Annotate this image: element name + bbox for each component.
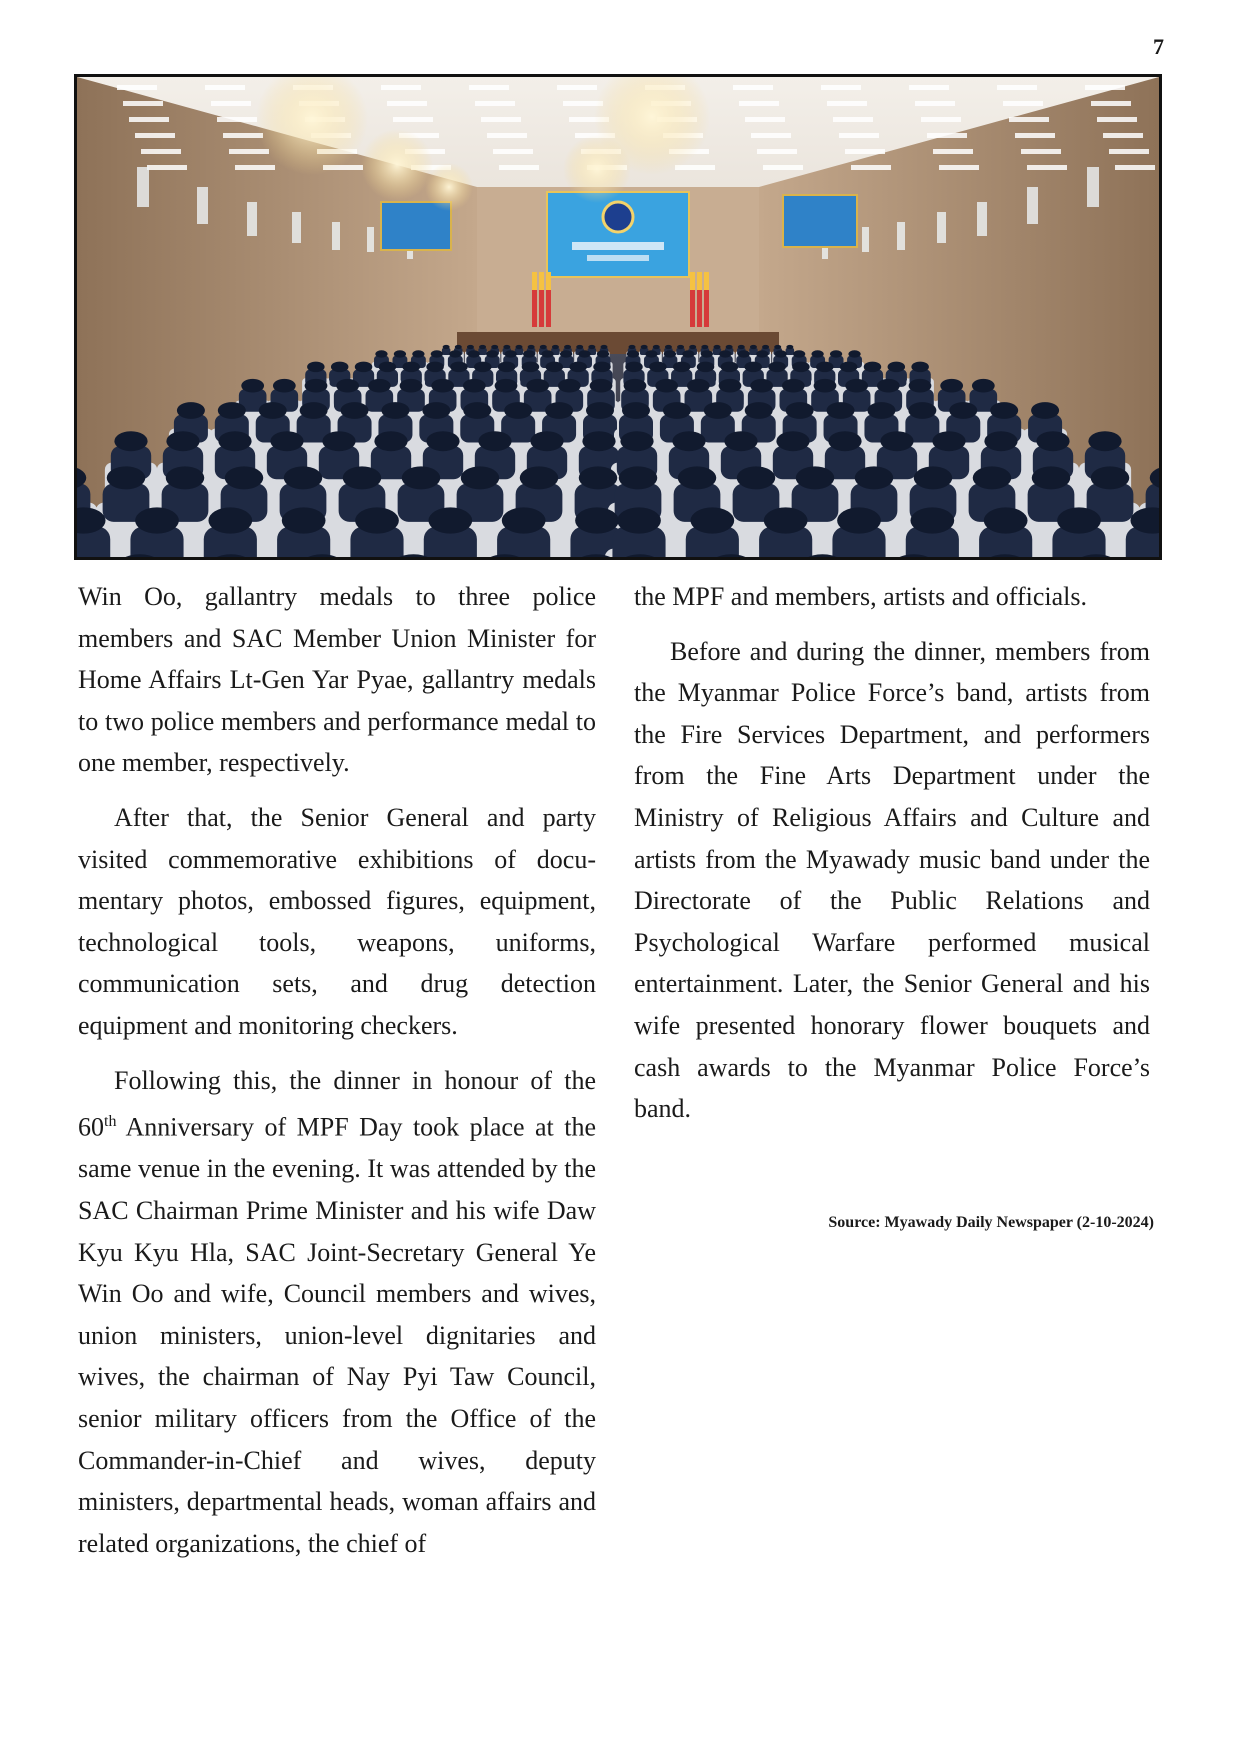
ceiling-light [833, 117, 873, 122]
screen-caption [587, 255, 649, 261]
peaked-cap [545, 402, 573, 419]
peaked-cap [848, 350, 860, 357]
peaked-cap [300, 402, 328, 419]
peaked-cap [649, 362, 667, 373]
peaked-cap [949, 402, 977, 419]
peaked-cap [368, 379, 391, 393]
peaked-cap [426, 431, 459, 451]
auditorium-illustration [77, 77, 1159, 557]
peaked-cap [530, 431, 563, 451]
peaked-cap [394, 350, 406, 357]
ceiling-light [229, 149, 269, 154]
paragraph: Before and during the dinner, members from the Myanmar Police Force’s band, artists from the Fire Services Department, and performers from the Fine Arts Department under the Ministry of Religious Affairs and Culture and artists from the Myawady music band under the Directorate of the Public Relations and Psychological Warfare performed musical entertainment. Later, the Senior General and his wife presented honorary flower bouquets and cash awards to the Myanmar Police Force’s band. [634, 636, 1150, 1124]
ceiling-light [1003, 101, 1043, 106]
ceiling-light [1115, 165, 1155, 170]
ceiling-light [1027, 165, 1067, 170]
ceiling-light [469, 85, 509, 90]
flag [539, 272, 544, 290]
peaked-cap [578, 350, 590, 357]
peaked-cap [461, 466, 500, 489]
peaked-cap [627, 350, 639, 357]
peaked-cap [450, 362, 468, 373]
peaked-cap [135, 507, 179, 533]
peaked-cap [468, 350, 480, 357]
peaked-cap [564, 345, 571, 349]
peaked-cap [284, 466, 323, 489]
peaked-cap [504, 402, 532, 419]
peaked-cap [678, 466, 717, 489]
peaked-cap [775, 350, 787, 357]
peaked-cap [840, 362, 858, 373]
peaked-cap [782, 379, 805, 393]
peaked-cap [721, 362, 739, 373]
peaked-cap [750, 379, 773, 393]
peaked-cap [828, 431, 861, 451]
ceiling-light [117, 85, 157, 90]
peaked-cap [463, 402, 491, 419]
peaked-cap [1091, 466, 1130, 489]
peaked-cap [426, 362, 444, 373]
peaked-cap [701, 350, 713, 357]
wall-window [197, 187, 208, 224]
peaked-cap [412, 350, 424, 357]
peaked-cap [282, 507, 326, 533]
peaked-cap [576, 345, 583, 349]
peaked-cap [972, 379, 995, 393]
peaked-cap [655, 379, 678, 393]
flag [690, 272, 695, 290]
peaked-cap [569, 362, 587, 373]
paragraph: After that, the Senior General and party visited commemorative exhibitions of documentary photos, embossed figures, equipment, technological tools, weapons, uniforms, communication sets, and drug detection equipment and monitoring checkers. [78, 802, 596, 1040]
ceiling-light [757, 149, 797, 154]
peaked-cap [522, 362, 540, 373]
peaked-cap [641, 345, 648, 349]
peaked-cap [786, 345, 793, 349]
peaked-cap [552, 345, 559, 349]
peaked-cap [208, 507, 252, 533]
peaked-cap [745, 402, 773, 419]
event-photo [74, 74, 1162, 560]
peaked-cap [402, 466, 441, 489]
peaked-cap [932, 431, 965, 451]
peaked-cap [697, 362, 715, 373]
peaked-cap [619, 466, 658, 489]
wall-window [137, 167, 149, 207]
peaked-cap [114, 431, 147, 451]
peaked-cap [845, 379, 868, 393]
peaked-cap [336, 379, 359, 393]
peaked-cap [546, 362, 564, 373]
wall-window [292, 212, 301, 243]
ceiling-light [1021, 149, 1061, 154]
peaked-cap [973, 466, 1012, 489]
peaked-cap [491, 345, 498, 349]
ceiling-light [393, 117, 433, 122]
wall-window [897, 222, 905, 250]
peaked-cap [624, 379, 647, 393]
peaked-cap [814, 379, 837, 393]
peaked-cap [601, 345, 608, 349]
ceiling-light [129, 117, 169, 122]
ceiling-light [499, 165, 539, 170]
peaked-cap [579, 466, 618, 489]
peaked-cap [663, 402, 691, 419]
peaked-cap [837, 507, 881, 533]
peaked-cap [479, 345, 486, 349]
peaked-cap [428, 507, 472, 533]
peaked-cap [645, 350, 657, 357]
peaked-cap [620, 431, 653, 451]
peaked-cap [629, 345, 636, 349]
peaked-cap [431, 379, 454, 393]
peaked-cap [816, 362, 834, 373]
dinner-paragraph: Following this, the dinner in honour of the 60th Anniversary of MPF Day took place at the same venue in the evening. It was attended by the SAC Chairman Prime Minister and his wife Daw Kyu Kyu Hla, SAC Joint-Secretary General Ye Win Oo and wife, Council members and wives, union ministers, union-level dignitaries and wives, the chairman of Nay Pyi Taw Council, senior military officers from the Office of the Commander-in-Chief and wives, deputy ministers, departmental heads, woman affairs and related organizations, the chief of [78, 1065, 596, 1558]
peaked-cap [724, 431, 757, 451]
peaked-cap [665, 345, 672, 349]
peaked-cap [984, 431, 1017, 451]
peaked-cap [586, 402, 614, 419]
peaked-cap [914, 466, 953, 489]
flag [704, 272, 709, 290]
peaked-cap [738, 350, 750, 357]
peaked-cap [704, 402, 732, 419]
ceiling-light [493, 149, 533, 154]
ceiling-light [381, 85, 421, 90]
wall-window [937, 212, 946, 243]
wall-window [1087, 167, 1099, 207]
ceiling-light [821, 85, 861, 90]
ordinal-suffix: th [104, 1113, 117, 1131]
ceiling-light [1015, 133, 1055, 138]
peaked-cap [877, 379, 900, 393]
ceiling-light [481, 117, 521, 122]
peaked-cap [689, 345, 696, 349]
ceiling-light [827, 101, 867, 106]
ceiling-light [235, 165, 275, 170]
peaked-cap [588, 345, 595, 349]
peaked-cap [523, 350, 535, 357]
chandelier [361, 129, 433, 201]
peaked-cap [166, 431, 199, 451]
peaked-cap [590, 379, 613, 393]
peaked-cap [796, 466, 835, 489]
ceiling-light [939, 165, 979, 170]
ceiling-light [997, 85, 1037, 90]
ceiling-light [223, 133, 263, 138]
peaked-cap [597, 350, 609, 357]
ceiling-light [387, 101, 427, 106]
peaked-cap [744, 362, 762, 373]
peaked-cap [664, 350, 676, 357]
chandelier [563, 135, 631, 203]
peaked-cap [756, 350, 768, 357]
ceiling-light [217, 117, 257, 122]
peaked-cap [431, 350, 443, 357]
source-credit: Source: Myawady Daily Newspaper (2-10-2024) [828, 1214, 1154, 1231]
peaked-cap [719, 379, 742, 393]
ceiling-light [147, 165, 187, 170]
ceiling-light [739, 101, 779, 106]
peaked-cap [827, 402, 855, 419]
peaked-cap [830, 350, 842, 357]
ceiling-light [1097, 117, 1137, 122]
peaked-cap [305, 379, 328, 393]
peaked-cap [474, 362, 492, 373]
peaked-cap [786, 402, 814, 419]
wall-window [862, 227, 869, 252]
peaked-cap [331, 362, 349, 373]
peaked-cap [341, 402, 369, 419]
ceiling-light [745, 117, 785, 122]
peaked-cap [990, 402, 1018, 419]
wall-window [1027, 187, 1038, 224]
right-column [634, 576, 1150, 1143]
peaked-cap [218, 431, 251, 451]
ceiling-light [211, 101, 251, 106]
screen-caption [572, 242, 664, 250]
peaked-cap [495, 379, 518, 393]
peaked-cap [687, 379, 710, 393]
peaked-cap [502, 507, 546, 533]
peaked-cap [520, 466, 559, 489]
peaked-cap [375, 350, 387, 357]
peaked-cap [582, 431, 615, 451]
peaked-cap [560, 350, 572, 357]
peaked-cap [478, 431, 511, 451]
peaked-cap [673, 362, 691, 373]
peaked-cap [541, 350, 553, 357]
ceiling-light [1091, 101, 1131, 106]
ceiling-light [851, 165, 891, 170]
ceiling-light [845, 149, 885, 154]
peaked-cap [719, 350, 731, 357]
wall-window [247, 202, 257, 236]
peaked-cap [726, 345, 733, 349]
peaked-cap [750, 345, 757, 349]
peaked-cap [762, 345, 769, 349]
ceiling-light [557, 85, 597, 90]
wall-window [332, 222, 340, 250]
peaked-cap [166, 466, 205, 489]
peaked-cap [177, 402, 205, 419]
peaked-cap [1088, 431, 1121, 451]
peaked-cap [575, 507, 619, 533]
peaked-cap [463, 379, 486, 393]
ceiling-light [763, 165, 803, 170]
peaked-cap [792, 362, 810, 373]
peaked-cap [764, 507, 808, 533]
peaked-cap [422, 402, 450, 419]
flag [546, 272, 551, 290]
chandelier [425, 163, 473, 211]
peaked-cap [811, 350, 823, 357]
peaked-cap [241, 379, 264, 393]
peaked-cap [343, 466, 382, 489]
peaked-cap [867, 402, 895, 419]
peaked-cap [107, 466, 146, 489]
peaked-cap [402, 362, 420, 373]
ceiling-light [1009, 117, 1049, 122]
peaked-cap [526, 379, 549, 393]
peaked-cap [1031, 402, 1059, 419]
peaked-cap [443, 345, 450, 349]
peaked-cap [737, 466, 776, 489]
peaked-cap [738, 345, 745, 349]
peaked-cap [793, 350, 805, 357]
peaked-cap [505, 350, 517, 357]
page-number: 7 [1153, 34, 1164, 59]
peaked-cap [888, 362, 906, 373]
peaked-cap [218, 402, 246, 419]
peaked-cap [381, 402, 409, 419]
peaked-cap [498, 362, 515, 373]
peaked-cap [486, 350, 498, 357]
peaked-cap [682, 350, 694, 357]
peaked-cap [259, 402, 287, 419]
peaked-cap [714, 345, 721, 349]
paragraph: Win Oo, gallantry medals to three police members and SAC Member Union Minister for Home Affairs Lt-Gen Yar Pyae, gallantry medals to two police members and performance medal to one member, respectively. [78, 582, 596, 778]
peaked-cap [528, 345, 535, 349]
peaked-cap [516, 345, 523, 349]
peaked-cap [909, 379, 932, 393]
peaked-cap [864, 362, 882, 373]
peaked-cap [677, 345, 684, 349]
ceiling-light [141, 149, 181, 154]
ceiling-light [839, 133, 879, 138]
peaked-cap [622, 402, 650, 419]
peaked-cap [908, 402, 936, 419]
emblem-icon [603, 202, 633, 232]
peaked-cap [379, 362, 397, 373]
flag [532, 272, 537, 290]
ceiling-light [487, 133, 527, 138]
peaked-cap [880, 431, 913, 451]
paragraph: the MPF and members, artists and officials. [634, 582, 1088, 611]
peaked-cap [701, 345, 708, 349]
peaked-cap [400, 379, 423, 393]
peaked-cap [1036, 431, 1069, 451]
peaked-cap [653, 345, 660, 349]
peaked-cap [1032, 466, 1071, 489]
peaked-cap [984, 507, 1028, 533]
peaked-cap [449, 350, 461, 357]
peaked-cap [322, 431, 355, 451]
peaked-cap [940, 379, 963, 393]
peaked-cap [690, 507, 734, 533]
peaked-cap [273, 379, 296, 393]
ceiling-light [933, 149, 973, 154]
peaked-cap [355, 507, 399, 533]
ceiling-light [915, 101, 955, 106]
peaked-cap [225, 466, 264, 489]
ceiling-light [927, 133, 967, 138]
peaked-cap [467, 345, 474, 349]
peaked-cap [374, 431, 407, 451]
peaked-cap [672, 431, 705, 451]
ceiling-light [205, 85, 245, 90]
ceiling-light [475, 101, 515, 106]
peaked-cap [270, 431, 303, 451]
peaked-cap [774, 345, 781, 349]
peaked-cap [625, 362, 643, 373]
right-side-screen [783, 195, 857, 247]
ceiling-light [921, 117, 961, 122]
peaked-cap [768, 362, 786, 373]
ceiling-light [123, 101, 163, 106]
ceiling-light [1103, 133, 1143, 138]
wall-window [977, 202, 987, 236]
ceiling-light [751, 133, 791, 138]
peaked-cap [503, 345, 510, 349]
peaked-cap [307, 362, 325, 373]
peaked-cap [617, 507, 661, 533]
ceiling-light [135, 133, 175, 138]
left-column [78, 576, 596, 1577]
peaked-cap [855, 466, 894, 489]
ceiling-light [1085, 85, 1125, 90]
peaked-cap [593, 362, 611, 373]
peaked-cap [355, 362, 373, 373]
peaked-cap [910, 507, 954, 533]
peaked-cap [776, 431, 809, 451]
ceiling-light [733, 85, 773, 90]
peaked-cap [1057, 507, 1101, 533]
ceiling-light [909, 85, 949, 90]
peaked-cap [911, 362, 929, 373]
flag [697, 272, 702, 290]
ceiling-light [1109, 149, 1149, 154]
peaked-cap [540, 345, 547, 349]
peaked-cap [455, 345, 462, 349]
peaked-cap [558, 379, 581, 393]
wall-window [367, 227, 374, 252]
